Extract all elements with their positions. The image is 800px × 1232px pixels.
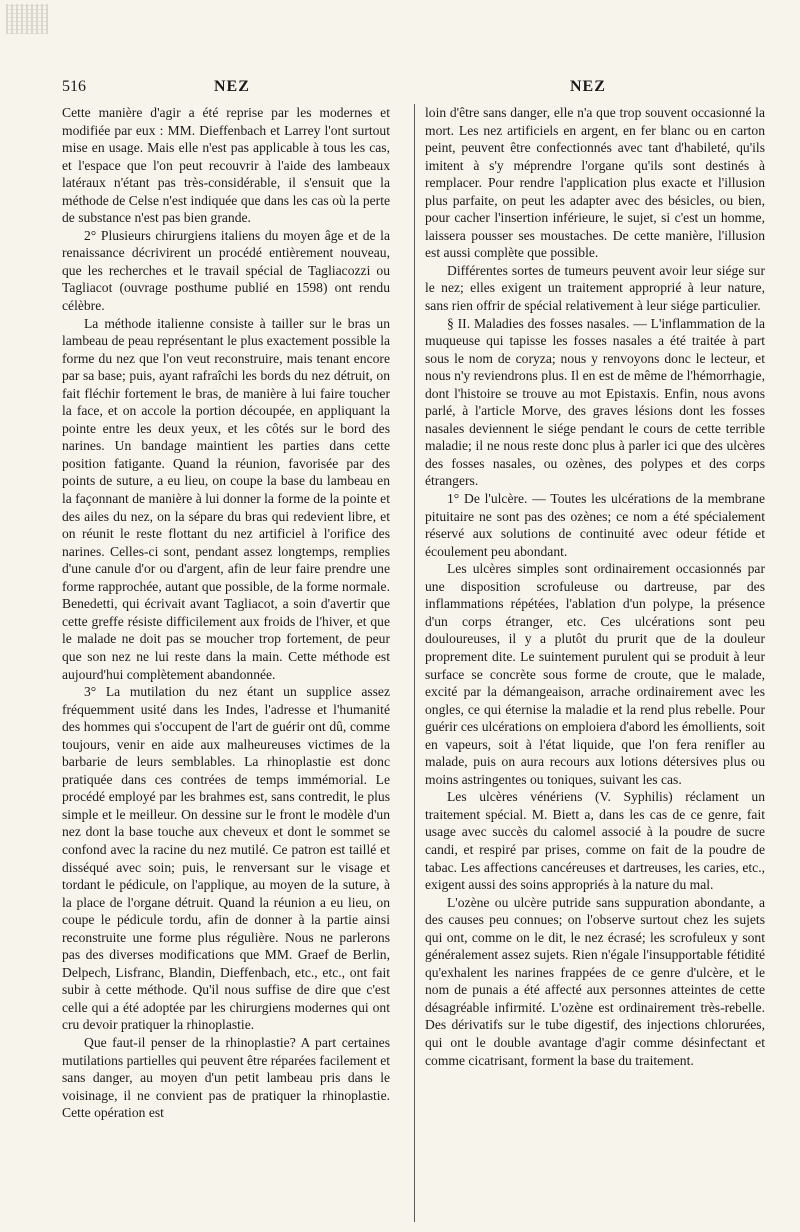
running-title-right: NEZ: [570, 78, 606, 95]
paragraph: Cette manière d'agir a été reprise par les modernes et modifiée par eux : MM. Dieffenbach et Larrey l'ont surtout mise en usage. Mais elle n'est pas applicable à tous les cas, et l'espace que l'on peut recouvrir à l'aide des lambeaux latéraux n'étant pas très-considérable, il s'ensuit que la méthode de Celse n'est indiquée que dans les cas où la perte de substance n'est pas bien grande.: [62, 105, 390, 226]
paragraph: Les ulcères vénériens (V. Syphilis) réclament un traitement spécial. M. Biett a, dans les cas de ce genre, fait usage avec succès du calomel associé à la poudre de sucre candi, et respiré par prises, comme on fait de la poudre de tabac. Les affections cancéreuses et dartreuses, les caries, etc., exigent aussi des soins appropriés à la nature du mal.: [425, 789, 765, 893]
page-header: [62, 78, 767, 98]
paragraph: Que faut-il penser de la rhinoplastie? A part certaines mutilations partielles qui peuvent être réparées facilement et sans danger, au moyen d'un petit lambeau pris dans le voisinage, il ne convient pas de pratiquer la rhinoplastie. Cette opération est: [62, 1034, 390, 1121]
column-divider: [414, 104, 415, 1222]
paragraph: 3° La mutilation du nez étant un supplice assez fréquemment usité dans les Indes, l'adresse et l'humanité des hommes qui s'occupent de l'art de guérir ont dû, comme toujours, venir en aide aux malheureuses victimes de la barbarie de leurs semblables. La rhinoplastie est donc pratiquée dans ces contrées de temps immémorial. Le procédé employé par les brahmes est, sans contredit, le plus simple et le meilleur. On dessine sur le front le modèle d'un nez dont la base touche aux cheveux et dont le sommet se confond avec la racine du nez mutilé. Ce patron est taillé et disséqué avec soin; puis, le renversant sur le visage et tordant le pédicule, on l'applique, au moyen de la suture, à la place de l'organe détruit. Quand la réunion a eu lieu, on coupe le pédicule tordu, afin de donner à la partie ainsi reconstruite une forme plus régulière. Nous ne parlerons pas des diverses modifications que MM. Graef de Berlin, Delpech, Lisfranc, Blandin, Dieffenbach, etc., etc., ont fait subir à cette méthode. Qu'il nous suffise de dire que c'est celle qui a été adoptée par les chirurgiens modernes qui ont cru devoir pratiquer la rhinoplastie.: [62, 684, 390, 1033]
page-number: 516: [62, 78, 86, 95]
paragraph: § II. Maladies des fosses nasales. — L'inflammation de la muqueuse qui tapisse les fosses nasales a été traitée à part sous le nom de coryza; nous y renvoyons donc le lecteur, et nous n'y reviendrons plus. Il en est de même de l'hémorrhagie, dont l'histoire se trouve au mot Epistaxis. Enfin, nous avons parlé, à l'article Morve, des graves lésions dont les fosses nasales deviennent le siége pendant le cours de cette terrible maladie; il ne nous reste donc plus à parler ici que des ulcères des fosses nasales, ou ozènes, des polypes et des corps étrangers.: [425, 315, 765, 489]
paragraph: Les ulcères simples sont ordinairement occasionnés par une disposition scrofuleuse ou dartreuse, par des inflammations répétées, l'ablation d'un polype, la présence d'un corps étranger, etc. Ces ulcérations sont peu douloureuses, il y a plutôt du prurit que de la douleur proprement dite. Le suintement purulent qui se produit à leur surface se concrète sous forme de croute, que le malade, excité par la démangeaison, arrache ordinairement avec les ongles, ce qui éternise la maladie et la rend plus rebelle. Pour guérir ces ulcérations on emploiera d'abord les émollients, soit en vapeurs, soit à l'état liquide, que l'on fera renifler au malade, puis on aura recours aux lotions détersives plus ou moins astringentes ou toniques, suivant les cas.: [425, 561, 765, 787]
running-title-left: NEZ: [214, 78, 250, 95]
left-column: [62, 104, 390, 1224]
paragraph: L'ozène ou ulcère putride sans suppuration abondante, a des causes peu connues; on l'observe surtout chez les sujets qui ont, comme on le dit, le nez écrasé; les scrofuleux y sont généralement assez sujets. Rien n'égale l'insupportable fétidité qu'exhalent les narines frappées de ce genre d'ulcère, et le nom de punais a été affecté aux personnes atteintes de cette désagréable infirmité. L'ozène est ordinairement très-rebelle. Des dérivatifs sur le tube digestif, des injections chlorurées, qui ont le double avantage d'agir comme désinfectant et comme cicatrisant, forment la base du traitement.: [425, 894, 765, 1068]
paragraph: 2° Plusieurs chirurgiens italiens du moyen âge et de la renaissance décrivirent un procédé entièrement nouveau, que les recherches et le travail spécial de Tagliacozzi ou Tagliacot (ouvrage posthume publié en 1598) ont rendu célèbre.: [62, 227, 390, 314]
paragraph: La méthode italienne consiste à tailler sur le bras un lambeau de peau représentant le plus exactement possible la forme du nez que l'on veut reconstruire, mais tenant encore par sa base; puis, ayant rafraîchi les bords du nez détruit, on fait fléchir fortement le bras, de manière à lui faire toucher la face, et on accole la portion découpée, en appliquant la pointe entre les deux yeux, et les côtés sur le bord des narines. Un bandage maintient les parties dans cette position fatigante. Quand la réunion, favorisée par des points de suture, a eu lieu, on coupe la base du lambeau en la façonnant de manière à lui donner la forme de la pointe et des ailes du nez, on la sépare du bras qui redevient libre, et on réunit le reste flottant du nez artificiel à l'orifice des narines. Celles-ci sont, pendant assez longtemps, remplies d'une canule d'or ou d'argent, afin de leur faire prendre une forme rapprochée, autant que possible, de la forme normale. Benedetti, qui écrivait avant Tagliacot, a soin d'avertir que cette greffe résiste difficilement aux froids de l'hiver, et que le malade ne doit pas se moucher trop fortement, de peur que son nez ne lui reste dans la main. Cette méthode est aujourd'hui complètement abandonnée.: [62, 315, 390, 682]
paragraph: Différentes sortes de tumeurs peuvent avoir leur siége sur le nez; elles exigent un traitement approprié à leur nature, sans rien offrir de spécial relativement à leur siége particulier.: [425, 262, 765, 314]
paragraph: 1° De l'ulcère. — Toutes les ulcérations de la membrane pituitaire ne sont pas des ozènes; ce nom a été spécialement réservé aux solutions de continuité avec odeur fétide et écoulement peu abondant.: [425, 491, 765, 559]
scan-mark: [6, 4, 48, 34]
paragraph: loin d'être sans danger, elle n'a que trop souvent occasionné la mort. Les nez artificiels en argent, en fer blanc ou en carton peint, peuvent être confectionnés avec tant d'habileté, qu'ils imitent à s'y méprendre l'organe qu'ils sont destinés à remplacer. Pour rendre l'application plus exacte et l'illusion plus parfaite, on peut les adapter avec des bésicles, ou bien, pour cacher l'insertion inférieure, le sujet, si c'est un homme, laissera pousser ses moustaches. De cette manière, l'illusion est aussi complète que possible.: [425, 105, 765, 261]
right-column: [425, 104, 765, 1224]
